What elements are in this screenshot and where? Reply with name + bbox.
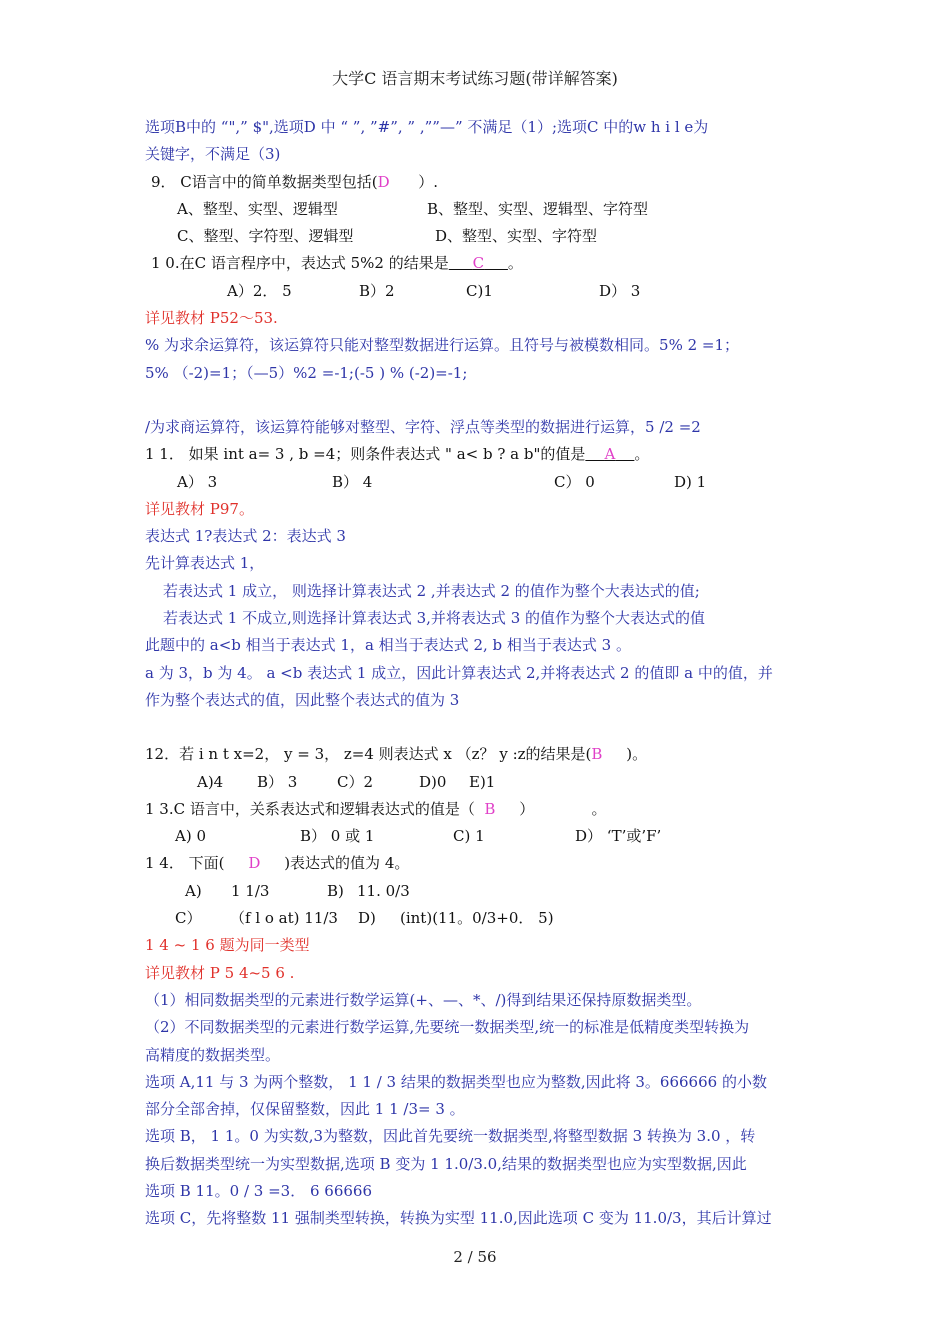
option-b: B、整型、实型、逻辑型、字符型 [427,199,649,218]
option-d: D） ‘T’或’F’ [575,827,662,846]
options-row [145,878,810,905]
option-b: B）2 [359,281,395,300]
page-content [145,114,810,1233]
option-e: E)1 [469,772,496,791]
text-line: 换后数据类型统一为实型数据,选项 B 变为 1 1.0/3.0,结果的数据类型也应为实型数据,因此 [145,1154,747,1173]
answer-mark: D [377,172,390,191]
page-header-title: 大学C 语言期末考试练习题(带详解答案) [332,69,618,88]
question-text: 1 1． 如果 int a= 3 , b =4；则条件表达式 " a< b ? a b"的值是 [145,445,586,464]
question-text: 1 0.在C 语言程序中，表达式 5%2 的结果是 [151,254,449,273]
spacer [145,387,810,414]
option-c: C)1 [466,281,493,300]
question-14 [145,850,810,877]
question-text: )。 [626,745,648,764]
text-line: 部分全部舍掉，仅保留整数，因此 1 1 /3= 3 。 [145,1100,465,1119]
options-row [145,196,810,223]
question-10 [145,250,810,277]
answer-blank [449,254,508,272]
options-row [145,823,810,850]
options-row [145,278,810,305]
option-c: C）2 [337,772,374,791]
option-a: A） 3 [177,472,218,491]
question-text: 12．若 i n t x=2， y = 3， z=4 则表达式 x （z？ y :z的结果是( [145,745,592,764]
text-line: 高精度的数据类型。 [145,1045,281,1064]
text-line: 表达式 1?表达式 2：表达式 3 [145,527,346,546]
reference-note: 详见教材 P 5 4~5 6 . [145,963,295,982]
question-9 [145,169,810,196]
option-c-value: （f l o at) 11/3 [230,909,338,928]
option-b: B） 0 或 1 [300,827,375,846]
spacer [145,714,810,741]
option-d-label: D) [358,909,376,928]
answer-mark: C [472,254,485,273]
text-line: （2）不同数据类型的元素进行数学运算,先要统一数据类型,统一的标准是低精度类型转换为 [145,1018,750,1037]
option-a-label: A) [185,881,202,900]
options-row [145,905,810,932]
section-note: 1 4 ~ 1 6 题为同一类型 [145,936,310,955]
option-b: B） 3 [257,772,298,791]
question-12 [145,741,810,768]
text-line: 选项B中的 “",” $",选项D 中 “ ”, ”#”, ” ,””—” 不满足（1）;选项C 中的w h i l e为 [145,118,709,136]
text-line: 5% （-2)=1；（—5）%2 =-1;(-5 ) % (-2)=-1; [145,363,468,382]
options-row [145,223,810,250]
text-line: 作为整个表达式的值，因此整个表达式的值为 3 [145,690,460,709]
question-text: 9． C语言中的简单数据类型包括( [151,172,378,191]
text-line: % 为求余运算符，该运算符只能对整型数据进行运算。且符号与被模数相同。5% 2 =1； [145,336,740,355]
option-d: D、整型、实型、字符型 [435,227,598,246]
question-text: 。 [591,799,607,818]
answer-mark: D [248,854,261,873]
question-text: ）. [418,172,439,191]
answer-mark: A [604,445,616,464]
text-line: 若表达式 1 不成立,则选择计算表达式 3,并将表达式 3 的值作为整个大表达式的值 [163,609,706,628]
option-b-value: 11. 0/3 [357,881,410,900]
option-a-value: 1 1/3 [231,881,270,900]
option-a: A）2． 5 [227,281,292,300]
option-d: D） 3 [599,281,641,300]
answer-mark: B [591,745,603,764]
text-line: 选项 C，先将整数 11 强制类型转换，转换为实型 11.0,因此选项 C 变为 11.0/3，其后计算过 [145,1209,772,1228]
options-row [145,469,810,496]
text-line: /为求商运算符，该运算符能够对整型、字符、浮点等类型的数据进行运算，5 /2 =2 [145,417,701,436]
option-d-value: (int)(11。0/3+0． 5) [400,909,554,928]
answer-mark: B [484,799,496,818]
text-line: a 为 3，b 为 4。 a <b 表达式 1 成立，因此计算表达式 2,并将表达式 2 的值即 a 中的值，并 [145,663,773,682]
text-line: 选项 A,11 与 3 为两个整数， 1 1 / 3 结果的数据类型也应为整数,因此将 3。666666 的小数 [145,1072,767,1091]
question-text: 。 [507,254,523,273]
text-line: 关键字，不满足（3) [145,145,281,164]
reference-note: 详见教材 P52～53. [145,309,278,328]
options-row [145,769,810,796]
option-d: D)0 [419,772,447,791]
question-11 [145,441,810,468]
option-c: C) 1 [453,827,485,846]
option-b: B） 4 [332,472,373,491]
option-c: C、整型、字符型、逻辑型 [177,227,354,246]
question-text: )表达式的值为 4。 [284,854,410,873]
option-c-label: C） [175,909,202,928]
reference-note: 详见教材 P97。 [145,499,254,518]
text-line: 此题中的 a<b 相当于表达式 1，a 相当于表达式 2, b 相当于表达式 3 。 [145,636,631,655]
question-text: 1 3.C 语言中，关系表达式和逻辑表达式的值是（ [145,799,475,818]
page-number: 2 / 56 [453,1248,497,1266]
answer-blank [585,445,634,463]
text-line: 先计算表达式 1， [145,554,265,573]
question-text: 1 4． 下面( [145,854,225,873]
text-line: 选项 B， 1 1。0 为实数,3为整数，因此首先要统一数据类型,将整型数据 3 转换为 3.0 ，转 [145,1127,756,1146]
text-line: （1）相同数据类型的元素进行数学运算(+、—、*、/)得到结果还保持原数据类型。 [145,990,702,1009]
question-text: ） [519,799,535,818]
question-text: 。 [634,445,650,464]
text-line: 若表达式 1 成立， 则选择计算表达式 2 ,并表达式 2 的值作为整个大表达式的值; [163,581,700,600]
option-b-label: B) [327,881,344,900]
option-a: A) 0 [175,827,206,846]
option-a: A)4 [197,772,224,791]
option-a: A、整型、实型、逻辑型 [177,199,338,218]
option-d: D) 1 [674,472,707,491]
text-line: 选项 B 11。0 / 3 =3． 6 66666 [145,1181,372,1200]
option-c: C） 0 [554,472,595,491]
question-13 [145,796,810,823]
